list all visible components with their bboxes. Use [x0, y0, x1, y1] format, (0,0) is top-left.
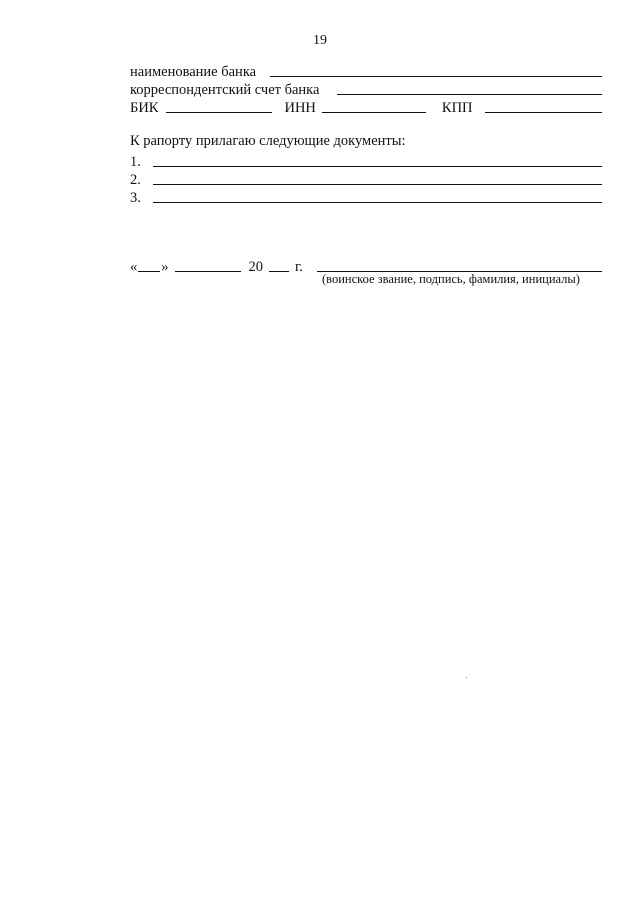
- corr-account-row: [130, 80, 602, 98]
- scan-speck: [466, 677, 467, 678]
- document-item-number: 3.: [130, 190, 141, 206]
- corr-account-field[interactable]: [337, 94, 602, 95]
- inn-label: ИНН: [284, 100, 316, 116]
- year-prefix: 20: [248, 259, 263, 275]
- date-day-field[interactable]: [138, 271, 160, 272]
- page-number: 19: [313, 33, 327, 48]
- bank-codes-row: [130, 98, 602, 116]
- year-abbrev: г.: [295, 259, 303, 275]
- bik-label: БИК: [130, 100, 159, 116]
- document-item-number: 2.: [130, 172, 141, 188]
- document-item: [130, 152, 602, 170]
- documents-heading: К рапорту прилагаю следующие документы:: [130, 133, 406, 149]
- inn-field[interactable]: [322, 112, 426, 113]
- corr-account-label: корреспондентский счет банка: [130, 82, 320, 98]
- document-item-field[interactable]: [153, 184, 602, 185]
- year-suffix-field[interactable]: [269, 271, 289, 272]
- bank-name-field[interactable]: [270, 76, 602, 77]
- date-month-field[interactable]: [175, 271, 241, 272]
- bik-field[interactable]: [166, 112, 272, 113]
- document-item: [130, 188, 602, 206]
- document-item-number: 1.: [130, 154, 141, 170]
- date-open-quote: «: [130, 259, 138, 275]
- kpp-label: КПП: [441, 100, 473, 116]
- document-item-field[interactable]: [153, 202, 602, 203]
- kpp-field[interactable]: [485, 112, 602, 113]
- document-item: [130, 170, 602, 188]
- bank-name-row: [130, 62, 602, 80]
- signature-caption: (воинское звание, подпись, фамилия, инициалы): [322, 272, 580, 286]
- date-close-quote: »: [161, 259, 169, 275]
- bank-name-label: наименование банка: [130, 64, 257, 80]
- document-item-field[interactable]: [153, 166, 602, 167]
